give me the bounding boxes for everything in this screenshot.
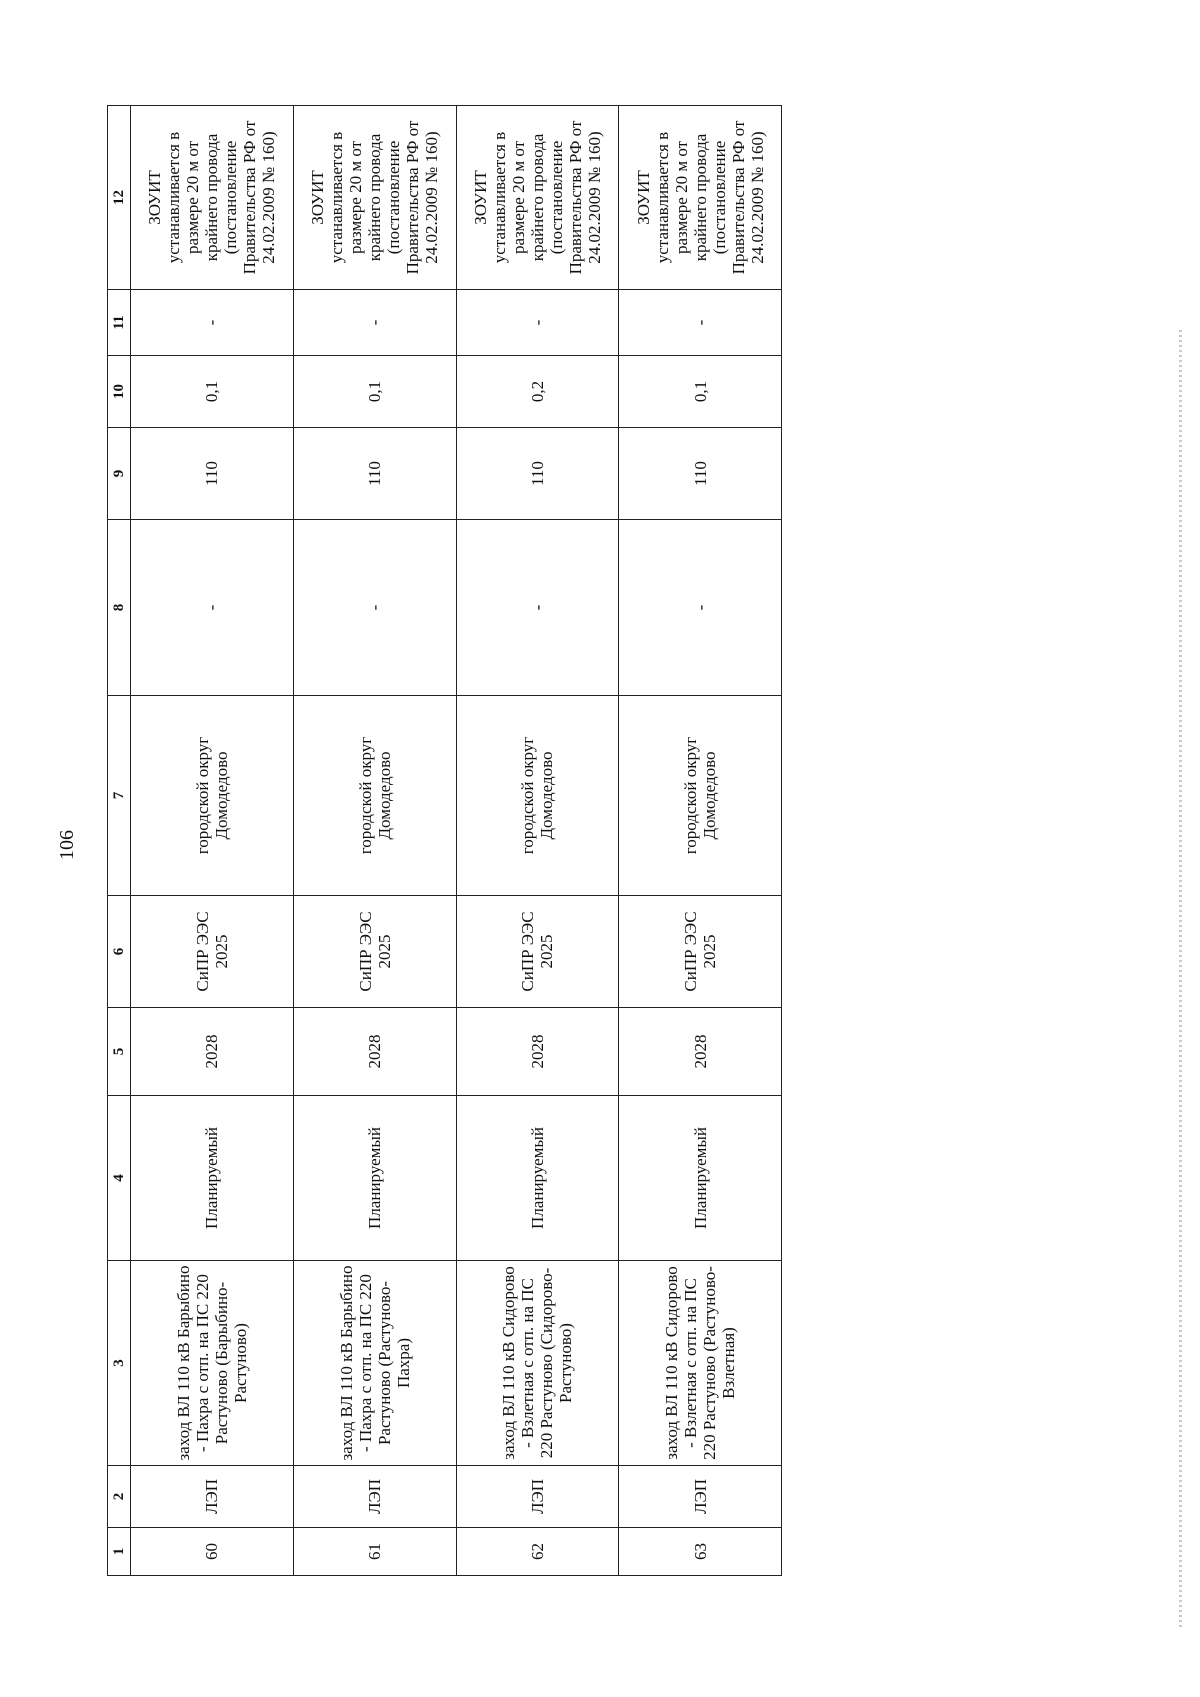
object-length: 0,2 xyxy=(456,356,619,428)
object-voltage: 110 xyxy=(131,428,294,520)
col11-value: - xyxy=(456,290,619,356)
col8-value: - xyxy=(293,520,456,696)
object-name: заход ВЛ 110 кВ Сидорово - Взлетная с отп. на ПС 220 Растуново (Сидорово-Растуново) xyxy=(456,1261,619,1466)
row-number: 61 xyxy=(293,1528,456,1576)
rotated-table-wrapper xyxy=(107,106,782,1576)
object-status: Планируемый xyxy=(293,1096,456,1261)
object-source: СиПР ЭЭС 2025 xyxy=(456,896,619,1008)
col-header: 9 xyxy=(108,428,131,520)
row-number: 60 xyxy=(131,1528,294,1576)
table-row xyxy=(293,106,456,1576)
col8-value: - xyxy=(619,520,782,696)
object-name: заход ВЛ 110 кВ Барыбино - Пахра с отп. на ПС 220 Растуново (Барыбино-Растуново) xyxy=(131,1261,294,1466)
col-header: 12 xyxy=(108,106,131,290)
object-year: 2028 xyxy=(293,1008,456,1096)
object-year: 2028 xyxy=(619,1008,782,1096)
object-year: 2028 xyxy=(456,1008,619,1096)
col8-value: - xyxy=(456,520,619,696)
object-length: 0,1 xyxy=(293,356,456,428)
zone-description: ЗОУИТ устанавливается в размере 20 м от крайнего провода (постановление Правительства РФ от 24.02.2009 № 160) xyxy=(456,106,619,290)
zone-description: ЗОУИТ устанавливается в размере 20 м от крайнего провода (постановление Правительства РФ от 24.02.2009 № 160) xyxy=(293,106,456,290)
object-type: ЛЭП xyxy=(456,1466,619,1528)
object-status: Планируемый xyxy=(131,1096,294,1261)
col11-value: - xyxy=(619,290,782,356)
row-number: 62 xyxy=(456,1528,619,1576)
table-row xyxy=(456,106,619,1576)
registry-table xyxy=(107,105,782,1576)
object-name: заход ВЛ 110 кВ Сидорово - Взлетная с отп. на ПС 220 Растуново (Растуново-Взлетная) xyxy=(619,1261,782,1466)
col-header: 8 xyxy=(108,520,131,696)
col-header: 2 xyxy=(108,1466,131,1528)
table-stage xyxy=(107,106,1200,1560)
object-voltage: 110 xyxy=(619,428,782,520)
col-header: 3 xyxy=(108,1261,131,1466)
object-voltage: 110 xyxy=(293,428,456,520)
col-header: 5 xyxy=(108,1008,131,1096)
object-status: Планируемый xyxy=(456,1096,619,1261)
object-year: 2028 xyxy=(131,1008,294,1096)
column-number-row xyxy=(108,106,131,1576)
object-location: городской округ Домодедово xyxy=(293,696,456,896)
object-source: СиПР ЭЭС 2025 xyxy=(131,896,294,1008)
col-header: 1 xyxy=(108,1528,131,1576)
object-length: 0,1 xyxy=(131,356,294,428)
object-source: СиПР ЭЭС 2025 xyxy=(619,896,782,1008)
object-name: заход ВЛ 110 кВ Барыбино - Пахра с отп. на ПС 220 Растуново (Растуново-Пахра) xyxy=(293,1261,456,1466)
object-location: городской округ Домодедово xyxy=(131,696,294,896)
page-number: 106 xyxy=(55,830,78,860)
object-voltage: 110 xyxy=(456,428,619,520)
table-row xyxy=(619,106,782,1576)
col11-value: - xyxy=(293,290,456,356)
table-row xyxy=(131,106,294,1576)
col-header: 10 xyxy=(108,356,131,428)
object-source: СиПР ЭЭС 2025 xyxy=(293,896,456,1008)
object-length: 0,1 xyxy=(619,356,782,428)
col11-value: - xyxy=(131,290,294,356)
col-header: 11 xyxy=(108,290,131,356)
col-header: 4 xyxy=(108,1096,131,1261)
col-header: 6 xyxy=(108,896,131,1008)
object-type: ЛЭП xyxy=(293,1466,456,1528)
zone-description: ЗОУИТ устанавливается в размере 20 м от крайнего провода (постановление Правительства РФ от 24.02.2009 № 160) xyxy=(619,106,782,290)
row-number: 63 xyxy=(619,1528,782,1576)
object-type: ЛЭП xyxy=(619,1466,782,1528)
object-status: Планируемый xyxy=(619,1096,782,1261)
object-type: ЛЭП xyxy=(131,1466,294,1528)
object-location: городской округ Домодедово xyxy=(619,696,782,896)
col8-value: - xyxy=(131,520,294,696)
object-location: городской округ Домодедово xyxy=(456,696,619,896)
col-header: 7 xyxy=(108,696,131,896)
zone-description: ЗОУИТ устанавливается в размере 20 м от крайнего провода (постановление Правительства РФ от 24.02.2009 № 160) xyxy=(131,106,294,290)
